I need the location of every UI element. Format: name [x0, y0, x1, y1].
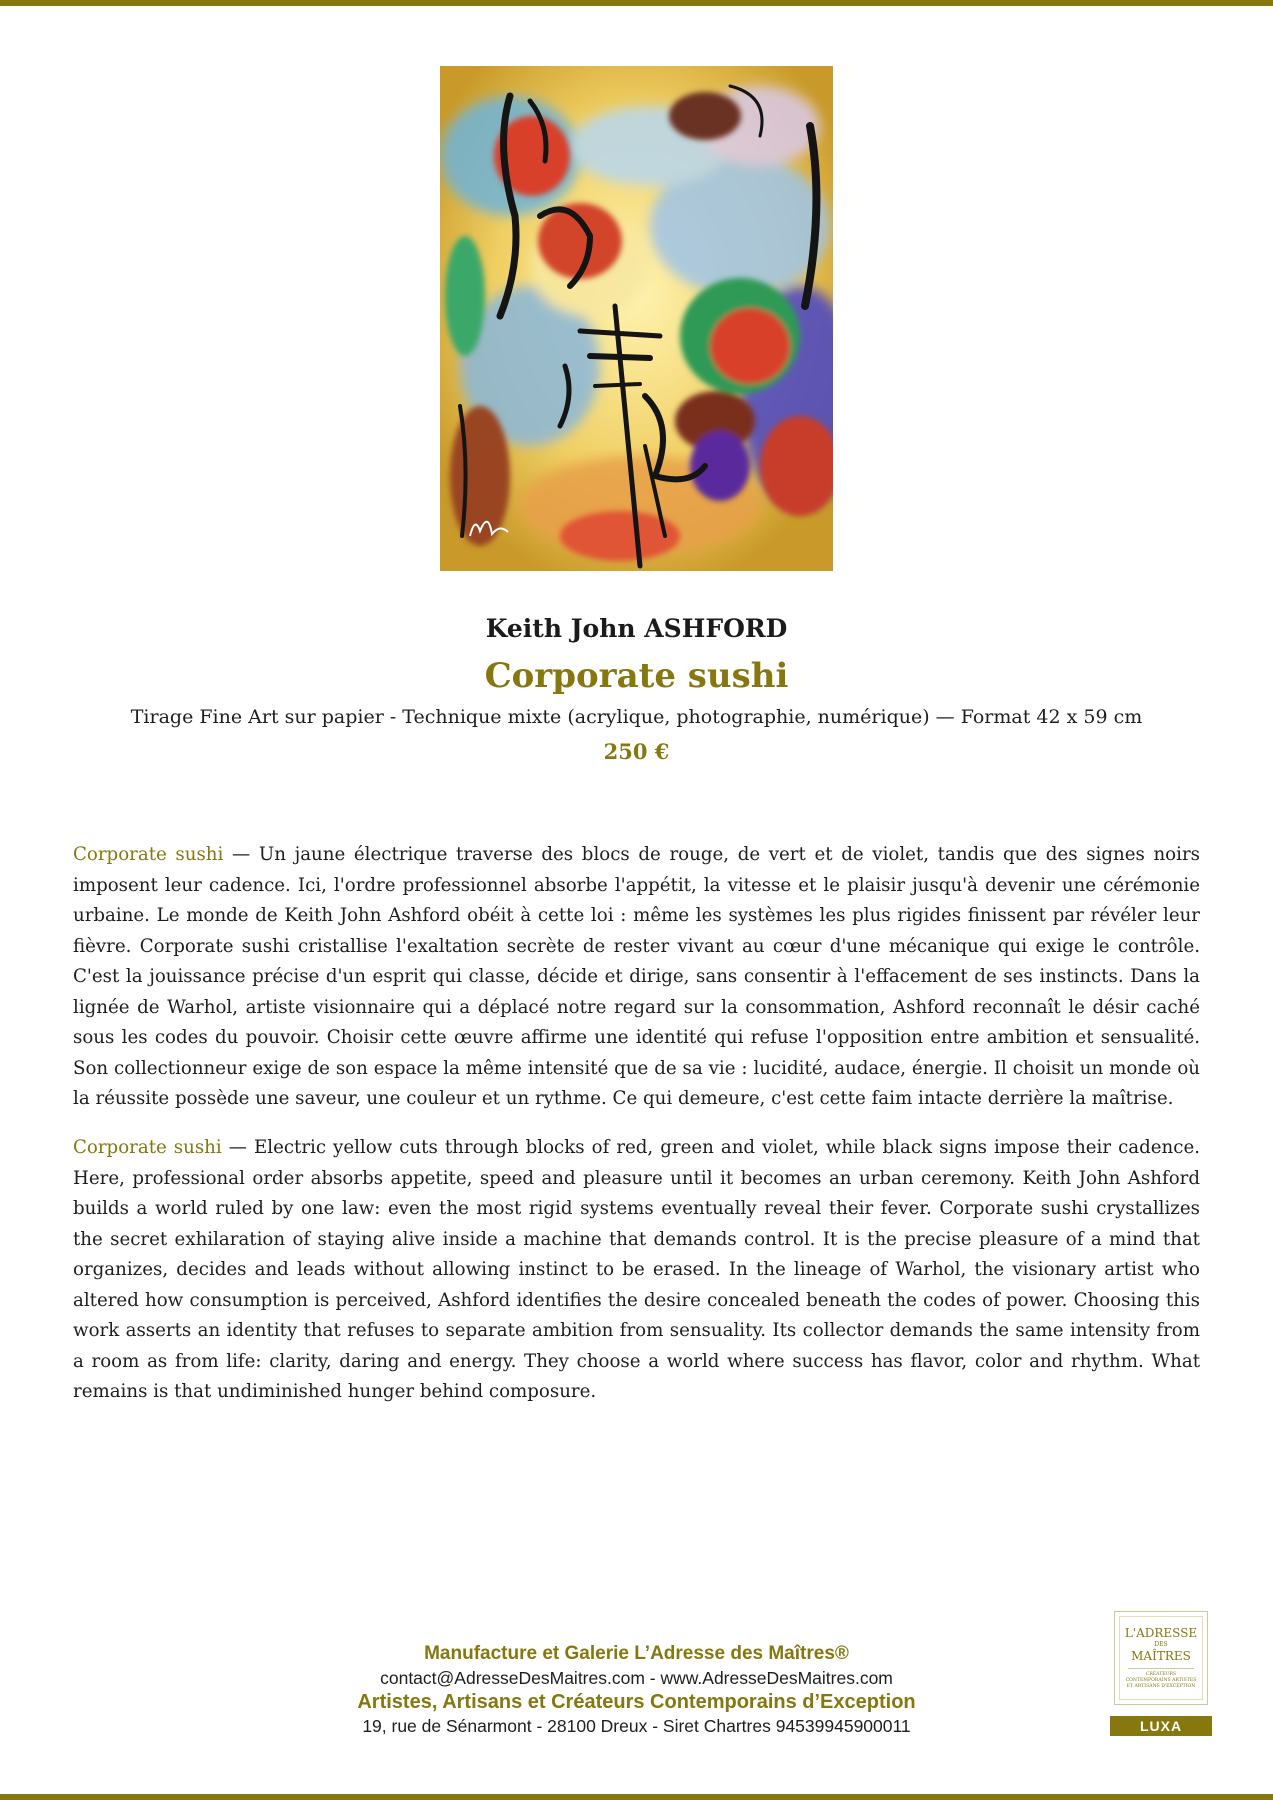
footer-contact: contact@AdresseDesMaitres.com - www.AdresseDesMaitres.com [380, 1668, 893, 1688]
artwork-price: 250 € [603, 739, 670, 764]
footer-address: 19, rue de Sénarmont - 28100 Dreux - Siret Chartres 94539945900011 [362, 1716, 911, 1736]
description-fr-lead: Corporate sushi [73, 844, 224, 865]
logo-divider [1128, 1668, 1194, 1669]
logo-line3: MAÎTRES [1131, 1649, 1191, 1663]
gallery-logo [1114, 1611, 1208, 1705]
artwork-specs: Tirage Fine Art sur papier - Technique mixte (acrylique, photographie, numérique) — Format 42 x 59 cm [130, 706, 1143, 728]
logo-line2: DES [1154, 1641, 1168, 1648]
footer-company: Manufacture et Galerie L’Adresse des Maîtres® [424, 1643, 849, 1664]
top-rule [0, 0, 1273, 6]
description-fr-text: — Un jaune électrique traverse des blocs de rouge, de vert et de violet, tandis que des signes noirs imposent leur cadence. Ici, l'ordre professionnel absorbe l'appétit, la vitesse et le plaisir jusqu'à devenir une cérémonie urbaine. Le monde de Keith John Ashford obéit à cette loi : même les systèmes les plus rigides finissent par révéler leur fièvre. Corporate sushi cristallise l'exaltation secrète de rester vivant au cœur d'une mécanique qui exige le contrôle. C'est la jouissance précise d'un esprit qui classe, décide et dirige, sans consentir à l'effacement de ses instincts. Dans la lignée de Warhol, artiste visionnaire qui a déplacé notre regard sur la consommation, Ashford reconnaît le désir caché sous les codes du pouvoir. Choisir cette œuvre affirme une identité qui refuse l'opposition entre ambition et sensualité. Son collectionneur exige de son espace la même intensité que de sa vie : lucidité, audace, énergie. Il choisit un monde où la réussite possède une saveur, une couleur et un rythme. Ce qui demeure, c'est cette faim intacte derrière la maîtrise. [73, 844, 1200, 1109]
artist-name: Keith John ASHFORD [485, 614, 788, 643]
description-en-lead: Corporate sushi [73, 1137, 222, 1158]
description-en-text: — Electric yellow cuts through blocks of red, green and violet, while black signs impose their cadence. Here, professional order absorbs appetite, speed and pleasure until it becomes an urban ceremony. Keith John Ashford builds a world ruled by one law: even the most rigid systems eventually reveal their fever. Corporate sushi crystallizes the secret exhilaration of staying alive inside a machine that demands control. It is the precise pleasure of a mind that organizes, decides and leads without allowing instinct to be erased. In the lineage of Warhol, the visionary artist who altered how consumption is perceived, Ashford identifies the desire concealed beneath the codes of power. Choosing this work asserts an identity that refuses to separate ambition from sensuality. Its collector demands the same intensity from a room as from life: clarity, daring and energy. They choose a world where success has flavor, color and rhythm. What remains is that undiminished hunger behind composure. [73, 1137, 1200, 1402]
abstract-painting-image [440, 66, 833, 571]
description-fr [73, 840, 1200, 1115]
footer [230, 1642, 1043, 1738]
painting-svg [440, 66, 833, 571]
logo-line1: L'ADRESSE [1124, 1626, 1198, 1640]
bottom-rule [0, 1794, 1273, 1800]
luxa-badge: LUXA [1110, 1716, 1212, 1736]
logo-tagline: CRÉATEURS CONTEMPORAINS ARTISTES ET ARTISANS D'EXCEPTION [1125, 1672, 1197, 1689]
description-en [73, 1133, 1200, 1408]
artwork-title: Corporate sushi [484, 656, 789, 696]
footer-tagline: Artistes, Artisans et Créateurs Contemporains d’Exception [357, 1691, 916, 1713]
